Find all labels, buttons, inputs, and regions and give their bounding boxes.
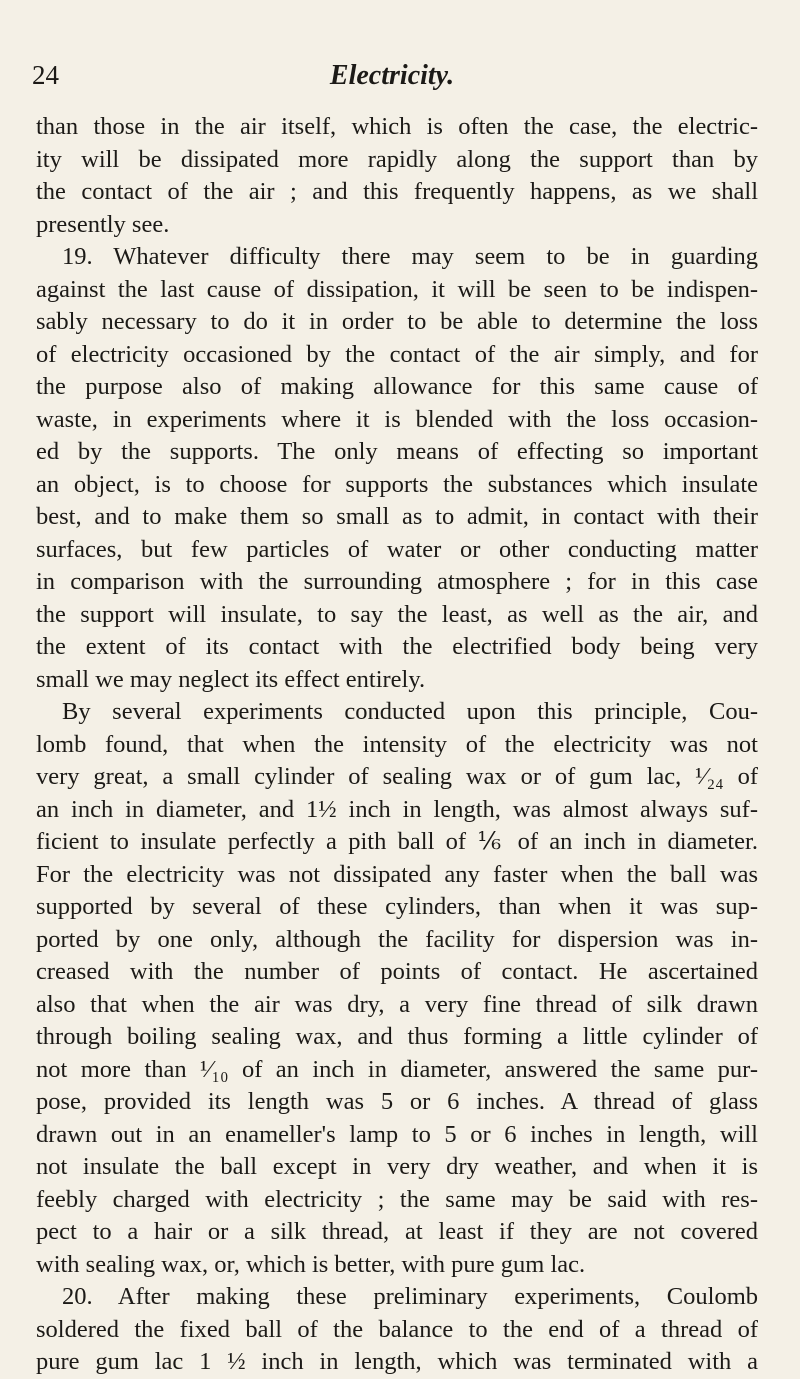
text-line: ed by the supports. The only means of effecting so important (36, 438, 758, 465)
text-line: For the electricity was not dissipated any faster when the ball was (36, 860, 758, 888)
text-line: waste, in experiments where it is blended with the loss occasion- (36, 405, 758, 433)
text-line: ported by one only, although the facility for dispersion was in- (36, 925, 758, 953)
text-line: soldered the fixed ball of the balance to the end of a thread of (36, 1315, 758, 1343)
text-line: lomb found, that when the intensity of the electricity was not (36, 730, 758, 758)
text-line: drawn out in an enameller's lamp to 5 or 6 inches in length, will (36, 1120, 758, 1148)
text-line: supported by several of these cylinders, than when it was sup- (36, 893, 758, 920)
text-line: of electricity occasioned by the contact of the air simply, and for (36, 340, 758, 368)
text-line: the purpose also of making allowance for this same cause of (36, 373, 758, 400)
text-line: not more than ¹⁄₁₀ of an inch in diameter, answered the same pur- (36, 1055, 758, 1083)
running-head (32, 60, 752, 100)
text-line: pure gum lac 1 ½ inch in length, which was terminated with a (36, 1348, 758, 1375)
text-line: sably necessary to do it in order to be able to determine the loss (36, 308, 758, 335)
text-line: very great, a small cylinder of sealing wax or of gum lac, ¹⁄₂₄ of (36, 763, 758, 790)
text-line: against the last cause of dissipation, it will be seen to be indispen- (36, 275, 758, 303)
text-line: small we may neglect its effect entirely. (36, 665, 426, 693)
text-line: pect to a hair or a silk thread, at least if they are not covered (36, 1218, 758, 1245)
text-line: an object, is to choose for supports the substances which insulate (36, 470, 758, 498)
text-line: the contact of the air ; and this frequently happens, as we shall (36, 178, 758, 205)
page-number: 24 (32, 60, 59, 90)
text-line: creased with the number of points of contact. He ascertained (36, 958, 758, 985)
text-line: pose, provided its length was 5 or 6 inches. A thread of glass (36, 1088, 758, 1115)
text-line: in comparison with the surrounding atmosphere ; for in this case (36, 568, 758, 595)
text-line: the support will insulate, to say the least, as well as the air, and (36, 600, 758, 628)
paragraph-coulomb-start: By several experiments conducted upon this principle, Cou- (62, 698, 758, 725)
body-text (36, 111, 758, 1379)
text-line: through boiling sealing wax, and thus forming a little cylinder of (36, 1023, 758, 1050)
text-line: surfaces, but few particles of water or other conducting matter (36, 535, 758, 563)
paragraph-19-start: 19. Whatever difficulty there may seem to be in guarding (62, 243, 758, 270)
text-line: the extent of its contact with the electrified body being very (36, 633, 758, 660)
text-line: best, and to make them so small as to admit, in contact with their (36, 503, 758, 530)
text-line: not insulate the ball except in very dry weather, and when it is (36, 1153, 758, 1180)
text-line: than those in the air itself, which is often the case, the electric- (36, 113, 758, 140)
text-line: also that when the air was dry, a very fine thread of silk drawn (36, 990, 758, 1018)
text-line: presently see. (36, 210, 170, 238)
text-line: feebly charged with electricity ; the same may be said with res- (36, 1185, 758, 1213)
text-line: an inch in diameter, and 1½ inch in length, was almost always suf- (36, 795, 758, 823)
text-line: ity will be dissipated more rapidly along the support than by (36, 145, 758, 173)
paragraph-20-start: 20. After making these preliminary experiments, Coulomb (62, 1283, 758, 1310)
running-title: Electricity. (329, 60, 455, 91)
text-line: ficient to insulate perfectly a pith ball of ⅙ of an inch in diameter. (36, 828, 758, 855)
text-line: with sealing wax, or, which is better, with pure gum lac. (36, 1250, 586, 1278)
